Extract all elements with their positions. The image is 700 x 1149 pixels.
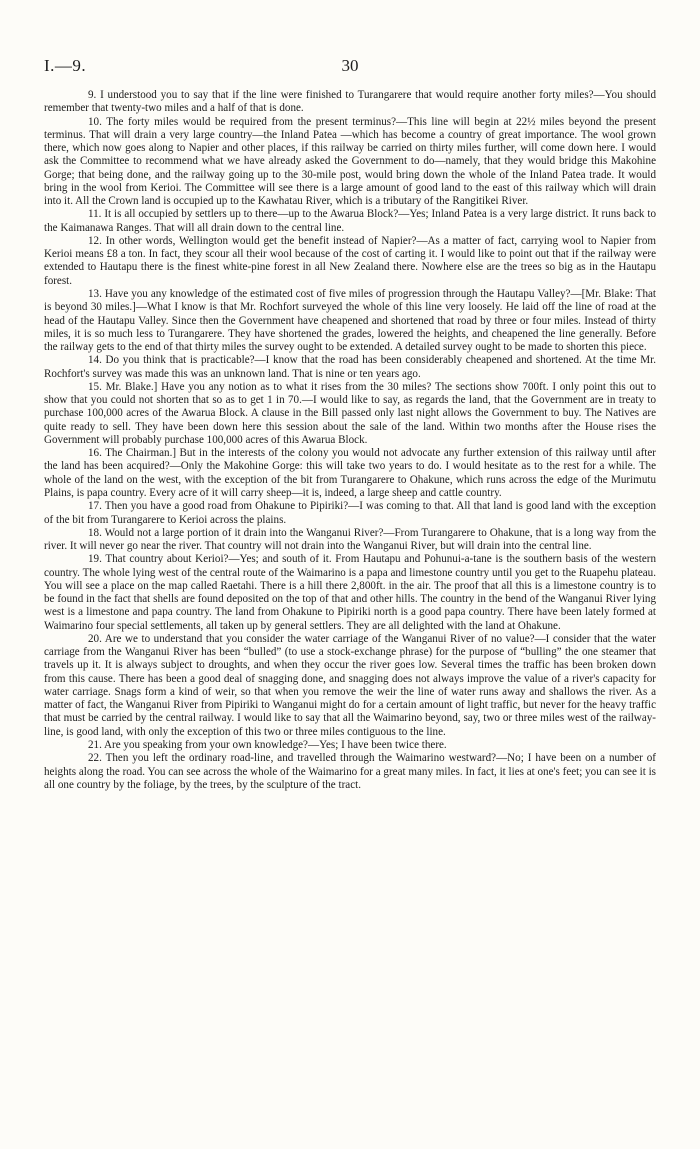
paragraph-q13: 13. Have you any knowledge of the estimated cost of five miles of progression through the Hautapu Valley?—[Mr. Blake: That is beyond 30 miles.]—What I know is that Mr. Rochfort surveyed the whole of this line very loosely. He laid off the line of road at the head of the Hautapu Valley. Since then the Government have cheapened and shortened that road by three or four miles. Instead of thirty miles, it is so much less to Turangarere. They have shortened the grades, lowered the heights, and cheapened the line generally. Before the railway gets to the end of that thirty miles the survey ought to be extended. A detailed survey ought to be made to shorten this piece. [44, 287, 656, 354]
page-number: 30 [341, 56, 359, 75]
paragraph-q14: 14. Do you think that is practicable?—I know that the road has been considerably cheapened and shortened. At the time Mr. Rochfort's survey was made this was an unknown land. That is nine or ten years ago. [44, 354, 656, 380]
paragraph-q15: 15. Mr. Blake.] Have you any notion as to what it rises from the 30 miles? The sections show 700ft. I only point this out to show that you could not shorten that so as to get 1 in 70.—I would like to say, as regards the land, that the Government are in treaty to purchase 100,000 acres of the Awarua Block. A clause in the Bill passed only last night allows the Government to buy. The Natives are quite ready to sell. They have been down here this session about the sale of the land. Within two months after the House rises the Government will probably purchase 100,000 acres of this Awarua Block. [44, 380, 656, 446]
paragraph-q22: 22. Then you left the ordinary road-line, and travelled through the Waimarino westward?—No; I have been on a number of heights along the road. You can see across the whole of the Waimarino for a great many miles. In fact, it lies at one's feet; you can see it is all one country by the foliage, by the trees, by the sculpture of the tract. [44, 752, 656, 791]
paragraph-q10: 10. The forty miles would be required from the present terminus?—This line will begin at 22½ miles beyond the present terminus. That will drain a very large country—the Inland Patea —which has become a country of great importance. The wool grown there, which now goes along to Napier and other places, if this railway be carried on thirty miles further, will come down here. I would ask the Committee to recommend what we have already asked the Government to do—namely, that they would bridge this Makohine Gorge; that being done, and the railway going up to the 30-mile post, would bring down the whole of the Inland Patea trade. It would bring in the wool from Kerioi. The Committee will see there is a large amount of good land to the east of this railway which will drain into it. All the Crown land is occupied up to the Kawhatau River, which is a tributary of the Rangitikei River. [44, 115, 656, 208]
paragraph-q9: 9. I understood you to say that if the line were finished to Turangarere that would require another forty miles?—You should remember that twenty-two miles and a half of that is done. [44, 89, 656, 115]
paragraph-q19: 19. That country about Kerioi?—Yes; and south of it. From Hautapu and Pohunui-a-tane is the southern basis of the western country. The whole lying west of the central route of the Waimarino is a papa and limestone country until you get to the Ruapehu plateau. You will see a place on the map called Raetahi. There is a hill there 2,800ft. in the air. The proof that all this is a limestone country is to be found in the fact that shells are found deposited on the top of that and other hills. The country in the bend of the Wanganui River lying west is a limestone and papa country. The land from Ohakune to Pipiriki north is a good papa country. There have been lately formed at Waimarino four special settlements, all taken up by general settlers. They are all delighted with the land at Ohakune. [44, 553, 656, 632]
paragraph-q12: 12. In other words, Wellington would get the benefit instead of Napier?—As a matter of fact, carrying wool to Napier from Kerioi means £8 a ton. In fact, they scour all their wool because of the cost of carting it. I would like to point out that if the railway were extended to Hautapu there is the finest white-pine forest in all New Zealand there. Nowhere else are the trees so big as in the Hautapu forest. [44, 234, 656, 287]
page-body [44, 89, 656, 792]
paragraph-q17: 17. Then you have a good road from Ohakune to Pipiriki?—I was coming to that. All that land is good land with the exception of the bit from Turangarere to Kerioi across the plains. [44, 500, 656, 526]
paragraph-q20: 20. Are we to understand that you consider the water carriage of the Wanganui River of no value?—I consider that the water carriage from the Wanganui River has been “bulled” (to use a stock-exchange phrase) for the purpose of “bulling” the one steamer that travels up it. It is always subject to droughts, and when they occur the river goes low. Several times the traffic has been broken down from this cause. There has been a good deal of snagging done, and snagging does not always improve the value of a river's capacity for water carriage. Snags form a kind of weir, so that when you remove the weir the line of water runs away and shallows the river. As a matter of fact, the Wanganui River from Pipiriki to Wanganui might do for a certain amount of light traffic, but never for the heavy traffic that must be carried by the central railway. I would like to say that all the Waimarino beyond, say, two or three miles west of the railway-line, is good land, with only the exception of this two or three miles contiguous to the line. [44, 632, 656, 738]
paragraph-q16: 16. The Chairman.] But in the interests of the colony you would not advocate any further extension of this railway until after the land has been acquired?—Only the Makohine Gorge: this will take two years to do. I would hesitate as to the rest for a while. The whole of the land on the west, with the exception of the bit from Turangarere to Ohakune, which runs across the edge of the Murimutu Plains, is papa country. Every acre of it will carry sheep—it is, indeed, a large sheep and cattle country. [44, 447, 656, 499]
paragraph-q18: 18. Would not a large portion of it drain into the Wanganui River?—From Turangarere to Ohakune, that is a long way from the river. It will never go near the river. That country will not drain into the Wanganui River, but will drain into the central line. [44, 526, 656, 553]
document-reference: I.—9. [44, 56, 87, 75]
paragraph-q21: 21. Are you speaking from your own knowledge?—Yes; I have been twice there. [88, 739, 447, 752]
paragraph-q11: 11. It is all occupied by settlers up to there—up to the Awarua Block?—Yes; Inland Patea is a very large district. It runs back to the Kaimanawa Ranges. That will all drain down to the central line. [44, 208, 656, 234]
page-header [44, 56, 656, 82]
